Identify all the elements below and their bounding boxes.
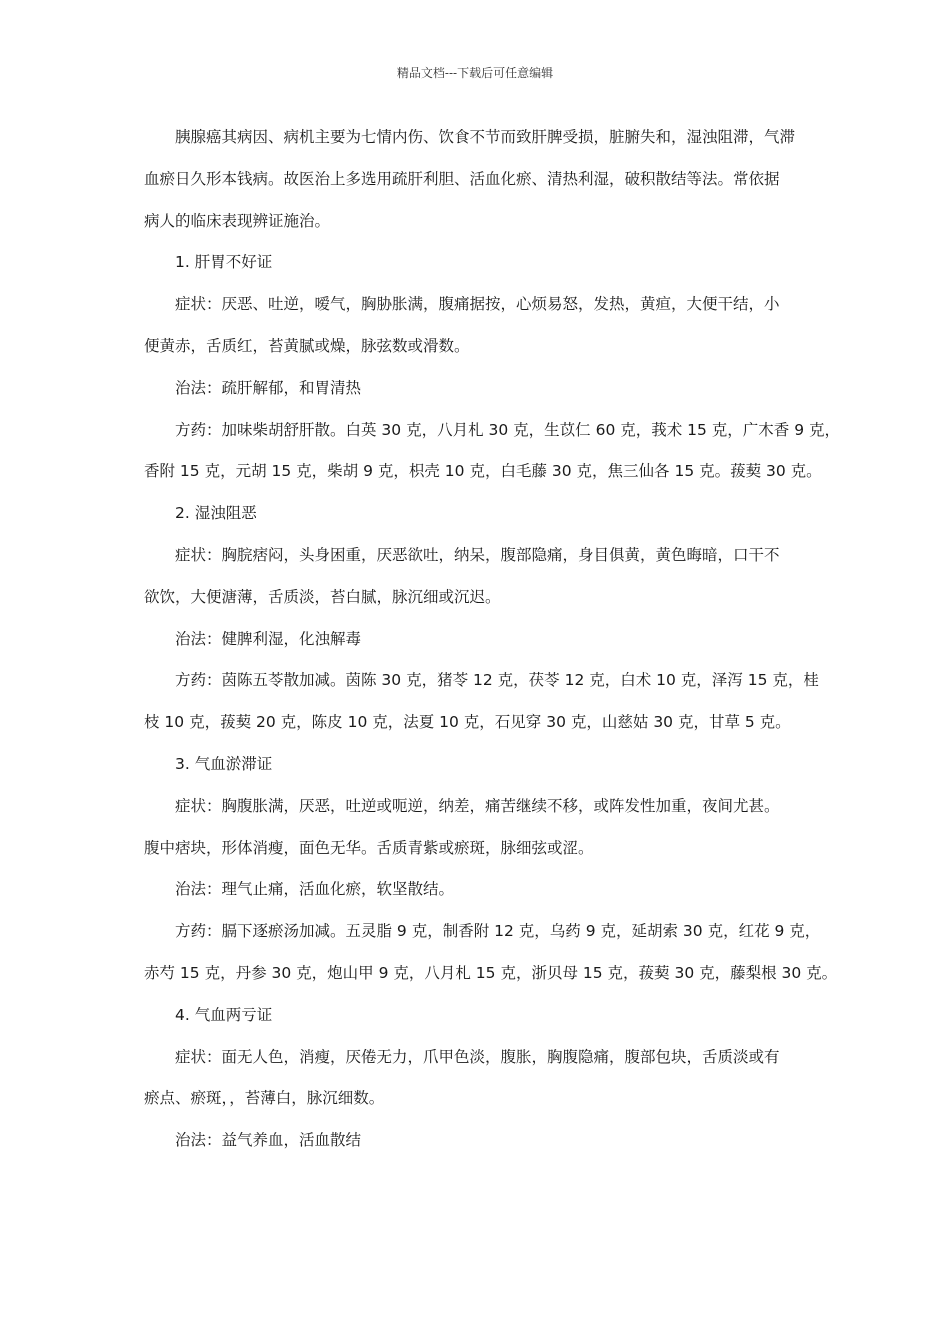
symptoms-line: 症状：胸脘痞闷，头身困重，厌恶欲吐，纳呆，腹部隐痛，身目俱黄，黄色晦暗，口干不 (175, 545, 780, 564)
treatment-line: 治法：益气养血，活血散结 (175, 1131, 362, 1150)
symptoms-line: 便黄赤，舌质红，苔黄腻或燥，脉弦数或滑数。 (144, 336, 470, 355)
symptoms-line: 欲饮，大便溏薄，舌质淡，苔白腻，脉沉细或沉迟。 (144, 587, 501, 606)
treatment-line: 治法：健脾利湿，化浊解毒 (175, 629, 362, 648)
section-heading-3: 3. 气血淤滞证 (175, 754, 273, 773)
prescription-line: 香附 15 克，元胡 15 克，柴胡 9 克，枳壳 10 克，白毛藤 30 克，焦三仙各 15 克。菝葜 30 克。 (144, 462, 822, 481)
symptoms-line: 瘀点、瘀斑，，苔薄白，脉沉细数。 (144, 1089, 385, 1108)
body-paragraph-line: 血瘀日久形本钱病。故医治上多选用疏肝利胆、活血化瘀、清热利湿，破积散结等法。常依据 (144, 169, 780, 188)
treatment-line: 治法：理气止痛，活血化瘀，软坚散结。 (175, 880, 455, 899)
prescription-line: 方药：膈下逐瘀汤加减。五灵脂 9 克，制香附 12 克，乌药 9 克，延胡索 30 克，红花 9 克， (175, 922, 821, 941)
symptoms-line: 症状：厌恶、吐逆，嗳气，胸胁胀满，腹痛据按，心烦易怒，发热，黄疸，大便干结，小 (175, 295, 780, 314)
section-heading-1: 1. 肝胃不好证 (175, 253, 273, 272)
body-paragraph-line: 胰腺癌其病因、病机主要为七情内伤、饮食不节而致肝脾受损，脏腑失和，湿浊阻滞，气滞 (175, 128, 796, 146)
symptoms-line: 腹中痞块，形体消瘦，面色无华。舌质青紫或瘀斑，脉细弦或涩。 (144, 838, 594, 857)
prescription-line: 赤芍 15 克，丹参 30 克，炮山甲 9 克，八月札 15 克，浙贝母 15 克，菝葜 30 克，藤梨根 30 克。 (144, 963, 838, 982)
prescription-line: 方药：加味柴胡舒肝散。白英 30 克，八月札 30 克，生苡仁 60 克，莪术 15 克，广木香 9 克， (175, 420, 841, 439)
body-paragraph-line: 病人的临床表现辨证施治。 (144, 211, 331, 230)
symptoms-line: 症状：面无人色，消瘦，厌倦无力，爪甲色淡，腹胀，胸腹隐痛，腹部包块，舌质淡或有 (175, 1047, 780, 1066)
treatment-line: 治法：疏肝解郁，和胃清热 (175, 378, 362, 397)
section-heading-4: 4. 气血两亏证 (175, 1005, 273, 1024)
prescription-line: 方药：茵陈五苓散加减。茵陈 30 克，猪苓 12 克，茯苓 12 克，白术 10 克，泽泻 15 克，桂 (175, 671, 819, 690)
document-body (144, 122, 841, 1167)
section-heading-2: 2. 湿浊阻恶 (175, 504, 257, 523)
page-header: 精品文档---下载后可任意编辑 (396, 66, 554, 80)
symptoms-line: 症状：胸腹胀满，厌恶，吐逆或呃逆，纳差，痛苦继续不移，或阵发性加重，夜间尤甚。 (175, 796, 780, 815)
prescription-line: 枝 10 克，菝葜 20 克，陈皮 10 克，法夏 10 克，石见穿 30 克，山慈姑 30 克，甘草 5 克。 (144, 713, 791, 732)
